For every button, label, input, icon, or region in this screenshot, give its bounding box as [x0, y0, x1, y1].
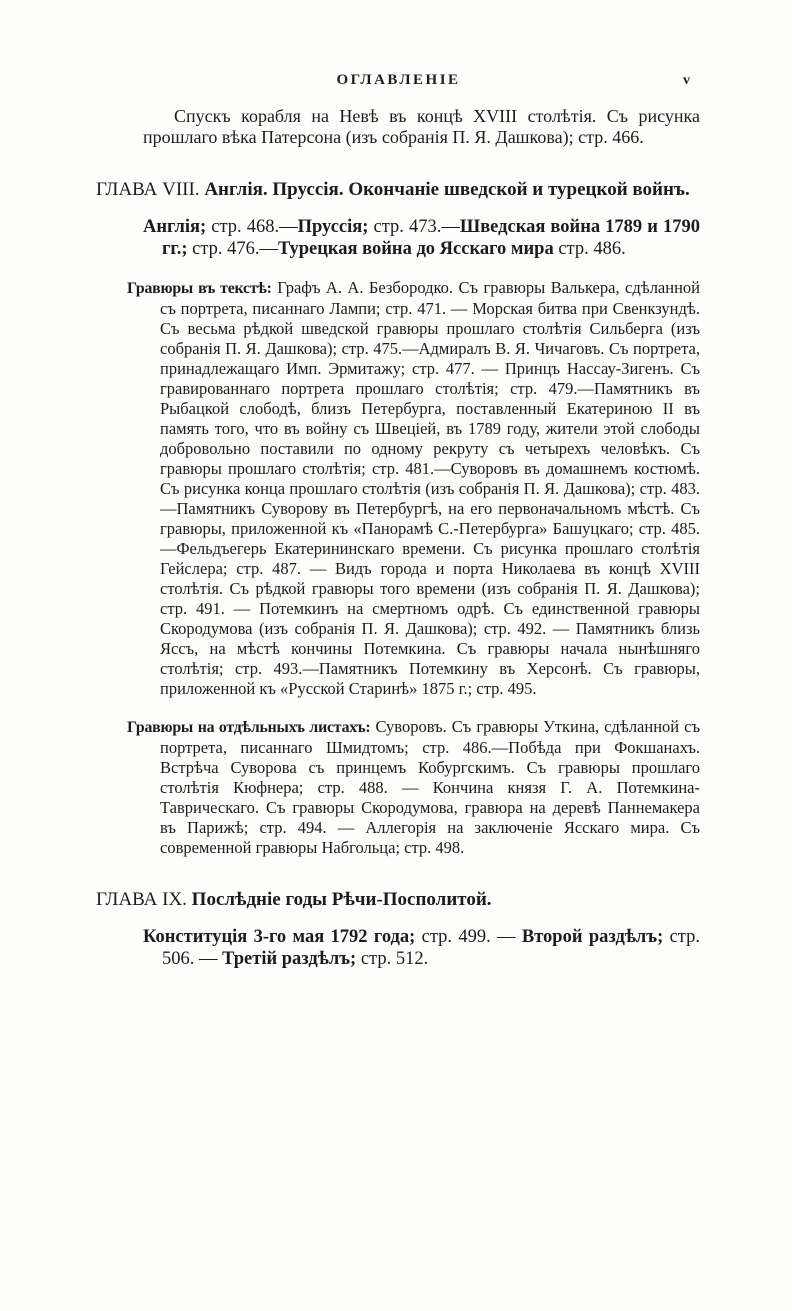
toc-content: [0, 106, 792, 970]
chapter-viii-summary: Англія; стр. 468.—Пруссія; стр. 473.—Шведская война 1789 и 1790 гг.; стр. 476.—Турецкая война до Ясскаго мира стр. 486.: [143, 217, 700, 259]
toc-continuation-entry: Спускъ корабля на Невѣ въ концѣ XVIII столѣтія. Съ рисунка прошлаго вѣка Патерсона (изъ собранія П. Я. Дашкова); стр. 466.: [143, 106, 700, 147]
chapter-ix-heading: ГЛАВА IX. Послѣдніе годы Рѣчи-Посполитой.: [96, 889, 492, 910]
gravures-in-text-entry: Гравюры въ текстѣ: Графъ А. А. Безбородко. Съ гравюры Валькера, сдѣланной съ портрета, писаннаго Лампи; стр. 471. — Морская битва при Свенкзундѣ. Съ весьма рѣдкой шведской гравюры прошлаго столѣтія Сильберга (изъ собранія П. Я. Дашкова); стр. 475.—Адмиралъ В. Я. Чичаговъ. Съ портрета, принадлежащаго Имп. Эрмитажу; стр. 477. — Принцъ Нассау-Зигенъ. Съ гравированнаго портрета прошлаго столѣтія; стр. 479.—Памятникъ въ Рыбацкой слободѣ, близъ Петербурга, поставленный Екатериною II въ память того, что въ войну съ Швеціей, въ 1789 году, жители этой слободы добровольно поставили по одному рекруту съ четырехъ человѣкъ. Съ гравюры прошлаго столѣтія; стр. 481.—Суворовъ въ домашнемъ костюмѣ. Съ рисунка конца прошлаго столѣтія (изъ собранія П. Я. Дашкова); стр. 483.—Памятникъ Суворову въ Петербургѣ, на его первоначальномъ мѣстѣ. Съ гравюры, приложенной къ «Панорамѣ С.-Петербурга» Башуцкаго; стр. 485.—Фельдъегерь Екатерининскаго времени. Съ рисунка прошлаго столѣтія Гейслера; стр. 487. — Видъ города и порта Николаева въ концѣ XVIII столѣтія. Съ рѣдкой гравюры того времени (изъ собранія П. Я. Дашкова); стр. 491. — Потемкинъ на смертномъ одрѣ. Съ единственной гравюры Скородумова (изъ собранія П. Я. Дашкова); стр. 492. — Памятникъ близь Яссъ, на мѣстѣ кончины Потемкина. Съ гравюры начала нынѣшняго столѣтія; стр. 493.—Памятникъ Потемкину въ Херсонѣ. Съ гравюры, приложенной къ «Русской Старинѣ» 1875 г.; стр. 495.: [127, 278, 700, 698]
chapter-ix-summary: Конституція 3-го мая 1792 года; стр. 499. — Второй раздѣлъ; стр. 506. — Третій раздѣлъ; стр. 512.: [143, 927, 700, 969]
page-header-title: ОГЛАВЛЕНІЕ: [336, 72, 461, 88]
page-number: v: [683, 73, 690, 88]
chapter-viii-heading: ГЛАВА VIII. Англія. Пруссія. Окончаніе шведской и турецкой войнъ.: [96, 179, 690, 200]
gravures-separate-sheets-entry: Гравюры на отдѣльныхъ листахъ: Суворовъ. Съ гравюры Уткина, сдѣланной съ портрета, писаннаго Шмидтомъ; стр. 486.—Побѣда при Фокшанахъ. Встрѣча Суворова съ принцемъ Кобургскимъ. Съ гравюры прошлаго столѣтія Кюфнера; стр. 488. — Кончина князя Г. А. Потемкина-Таврическаго. Съ гравюры Скородумова, гравюра на деревѣ Паннемакера въ Парижѣ; стр. 494. — Аллегорія на заключеніе Ясскаго мира. Съ современной гравюры Набгольца; стр. 498.: [127, 717, 700, 857]
running-head: [97, 72, 700, 94]
